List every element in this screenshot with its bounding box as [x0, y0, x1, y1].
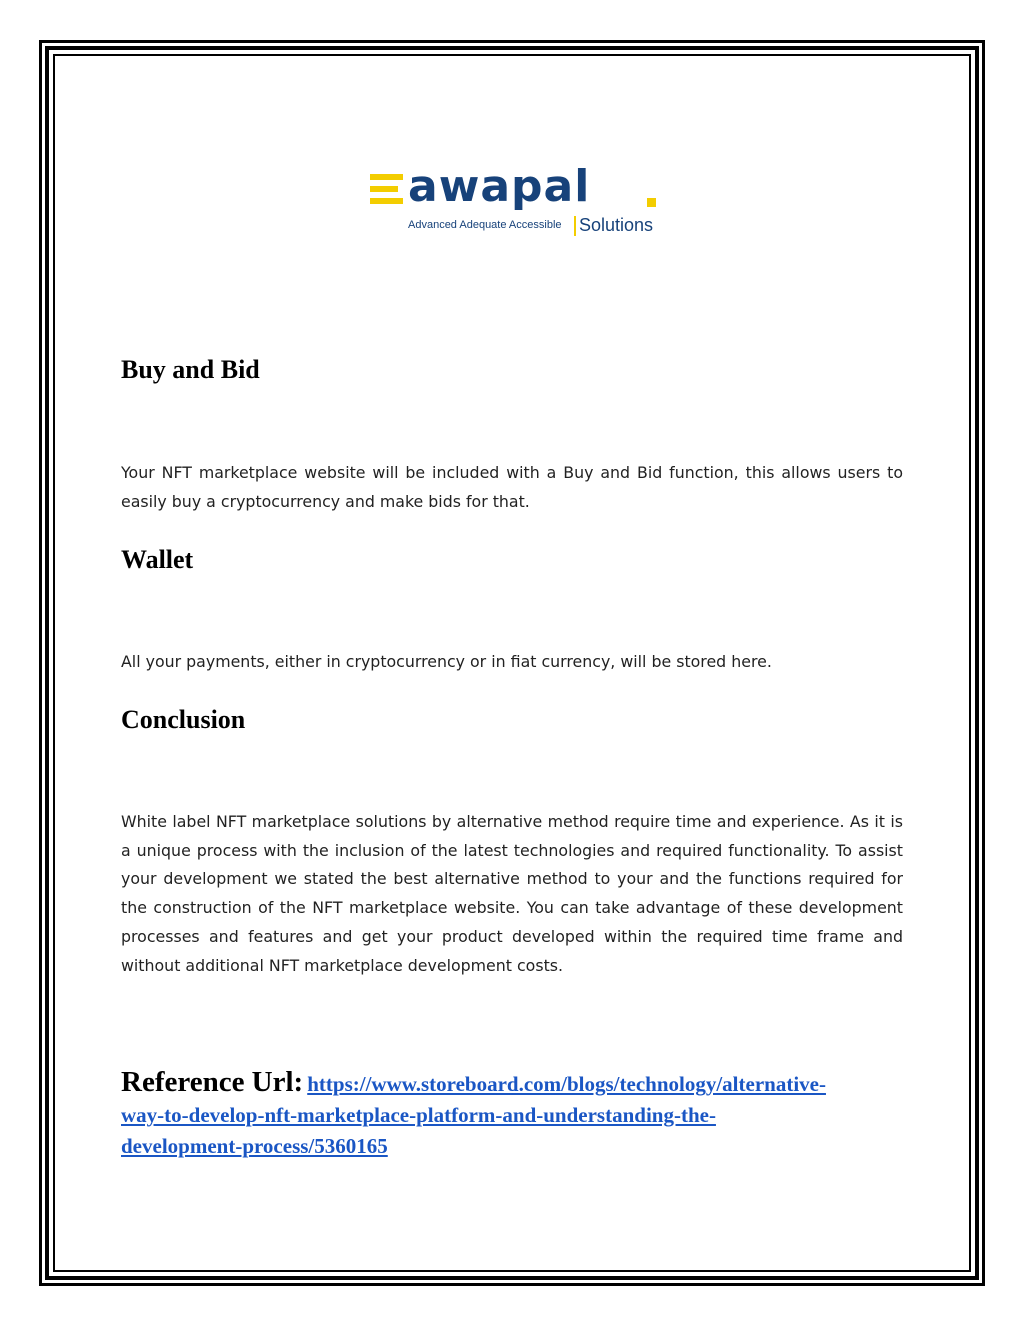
- paragraph-buy-and-bid: Your NFT marketplace website will be included with a Buy and Bid function, this allows users to easily buy a cryptocurrency and make bids for that.: [121, 463, 903, 511]
- logo-solutions: Solutions: [579, 215, 654, 235]
- paragraph-conclusion: White label NFT marketplace solutions by alternative method require time and experience. As it is a unique process with the inclusion of the latest technologies and required functionality. To assist your development we stated the best alternative method to your and the functions required for the construction of the NFT marketplace website. You can take advantage of these development processes and features and get your product developed within the required time frame and without additional NFT marketplace development costs.: [121, 812, 903, 975]
- logo-tagline: Advanced Adequate Accessible: [408, 219, 562, 231]
- logo-divider: [574, 216, 576, 236]
- reference-label: Reference Url:: [121, 1066, 304, 1098]
- paragraph-wallet: All your payments, either in cryptocurrency or in fiat currency, will be stored here.: [121, 652, 772, 671]
- heading-buy-and-bid: Buy and Bid: [121, 355, 260, 384]
- reference-link-line-3[interactable]: development-process/5360165: [121, 1134, 388, 1158]
- heading-wallet: Wallet: [121, 545, 194, 574]
- awapal-logo: [370, 161, 660, 238]
- logo-wordmark: awapal: [408, 161, 591, 212]
- heading-conclusion: Conclusion: [121, 705, 246, 734]
- logo-dot-icon: [647, 198, 656, 207]
- reference-block: [121, 1068, 921, 1163]
- reference-link-line-2[interactable]: way-to-develop-nft-marketplace-platform-and-understanding-the-: [121, 1103, 716, 1127]
- reference-link-line-1[interactable]: https://www.storeboard.com/blogs/technology/alternative-: [307, 1072, 826, 1096]
